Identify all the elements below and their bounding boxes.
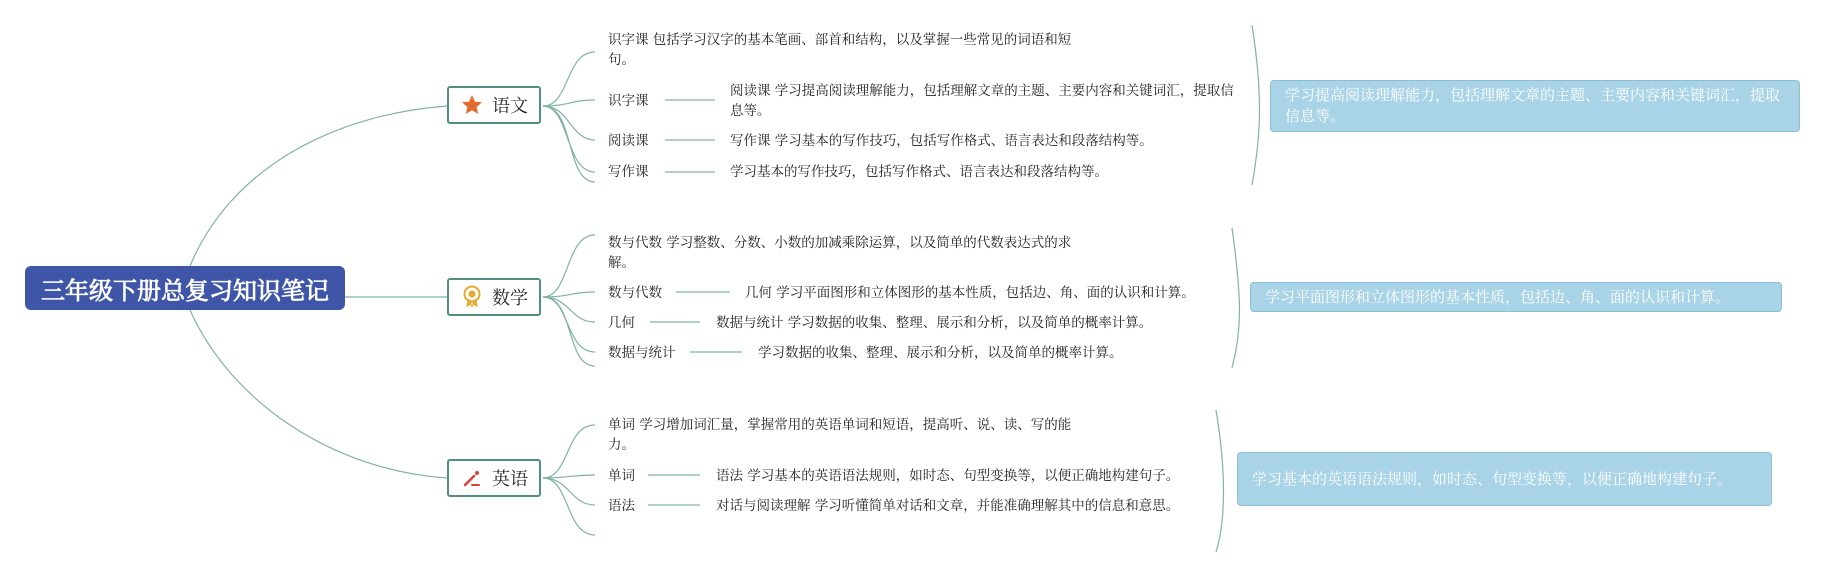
english-intro[interactable]: 单词 学习增加词汇量，掌握常用的英语单词和短语，提高听、说、读、写的能力。 bbox=[608, 417, 1072, 453]
branch-math[interactable] bbox=[447, 278, 541, 316]
math-row-text[interactable]: 数据与统计 学习数据的收集、整理、展示和分析，以及简单的概率计算。 bbox=[716, 315, 1153, 331]
chinese-row-label[interactable]: 识字课 bbox=[608, 93, 649, 109]
pencil-icon bbox=[460, 466, 484, 490]
math-row-label[interactable]: 几何 bbox=[608, 315, 635, 331]
math-row-text[interactable]: 学习数据的收集、整理、展示和分析，以及简单的概率计算。 bbox=[758, 345, 1123, 361]
chinese-row-label[interactable]: 写作课 bbox=[608, 164, 649, 180]
branch-english[interactable] bbox=[447, 459, 541, 497]
english-note[interactable] bbox=[1237, 452, 1772, 506]
branch-label: 英语 bbox=[492, 469, 528, 490]
branch-chinese[interactable] bbox=[447, 86, 541, 124]
math-row-text[interactable]: 几何 学习平面图形和立体图形的基本性质，包括边、角、面的认识和计算。 bbox=[745, 285, 1195, 301]
chinese-row-label[interactable]: 阅读课 bbox=[608, 133, 649, 149]
note-text: 学习提高阅读理解能力，包括理解文章的主题、主要内容和关键词汇，提取信息等。 bbox=[1285, 86, 1781, 125]
chinese-note[interactable] bbox=[1270, 80, 1800, 132]
chinese-row-text[interactable]: 阅读课 学习提高阅读理解能力，包括理解文章的主题、主要内容和关键词汇，提取信息等。 bbox=[730, 83, 1234, 119]
english-row-label[interactable]: 语法 bbox=[608, 498, 635, 514]
medal-icon bbox=[460, 285, 484, 309]
star-icon bbox=[460, 93, 484, 117]
math-row-label[interactable]: 数与代数 bbox=[608, 285, 662, 301]
root-title: 三年级下册总复习知识笔记 bbox=[41, 276, 329, 305]
english-row-text[interactable]: 语法 学习基本的英语语法规则，如时态、句型变换等，以便正确地构建句子。 bbox=[716, 468, 1180, 484]
chinese-row-text[interactable]: 学习基本的写作技巧，包括写作格式、语言表达和段落结构等。 bbox=[730, 164, 1108, 180]
branch-label: 语文 bbox=[492, 96, 528, 117]
math-intro[interactable]: 数与代数 学习整数、分数、小数的加减乘除运算，以及简单的代数表达式的求解。 bbox=[608, 235, 1072, 271]
english-row-label[interactable]: 单词 bbox=[608, 468, 635, 484]
note-text: 学习平面图形和立体图形的基本性质，包括边、角、面的认识和计算。 bbox=[1265, 287, 1731, 306]
root-topic[interactable] bbox=[25, 266, 345, 310]
branch-label: 数学 bbox=[492, 288, 528, 309]
english-row-text[interactable]: 对话与阅读理解 学习听懂简单对话和文章，并能准确理解其中的信息和意思。 bbox=[716, 498, 1180, 514]
math-note[interactable] bbox=[1250, 282, 1782, 312]
note-text: 学习基本的英语语法规则，如时态、句型变换等，以便正确地构建句子。 bbox=[1252, 469, 1733, 488]
chinese-row-text[interactable]: 写作课 学习基本的写作技巧，包括写作格式、语言表达和段落结构等。 bbox=[730, 133, 1153, 149]
chinese-intro[interactable]: 识字课 包括学习汉字的基本笔画、部首和结构，以及掌握一些常见的词语和短句。 bbox=[608, 32, 1072, 68]
math-row-label[interactable]: 数据与统计 bbox=[608, 345, 676, 361]
